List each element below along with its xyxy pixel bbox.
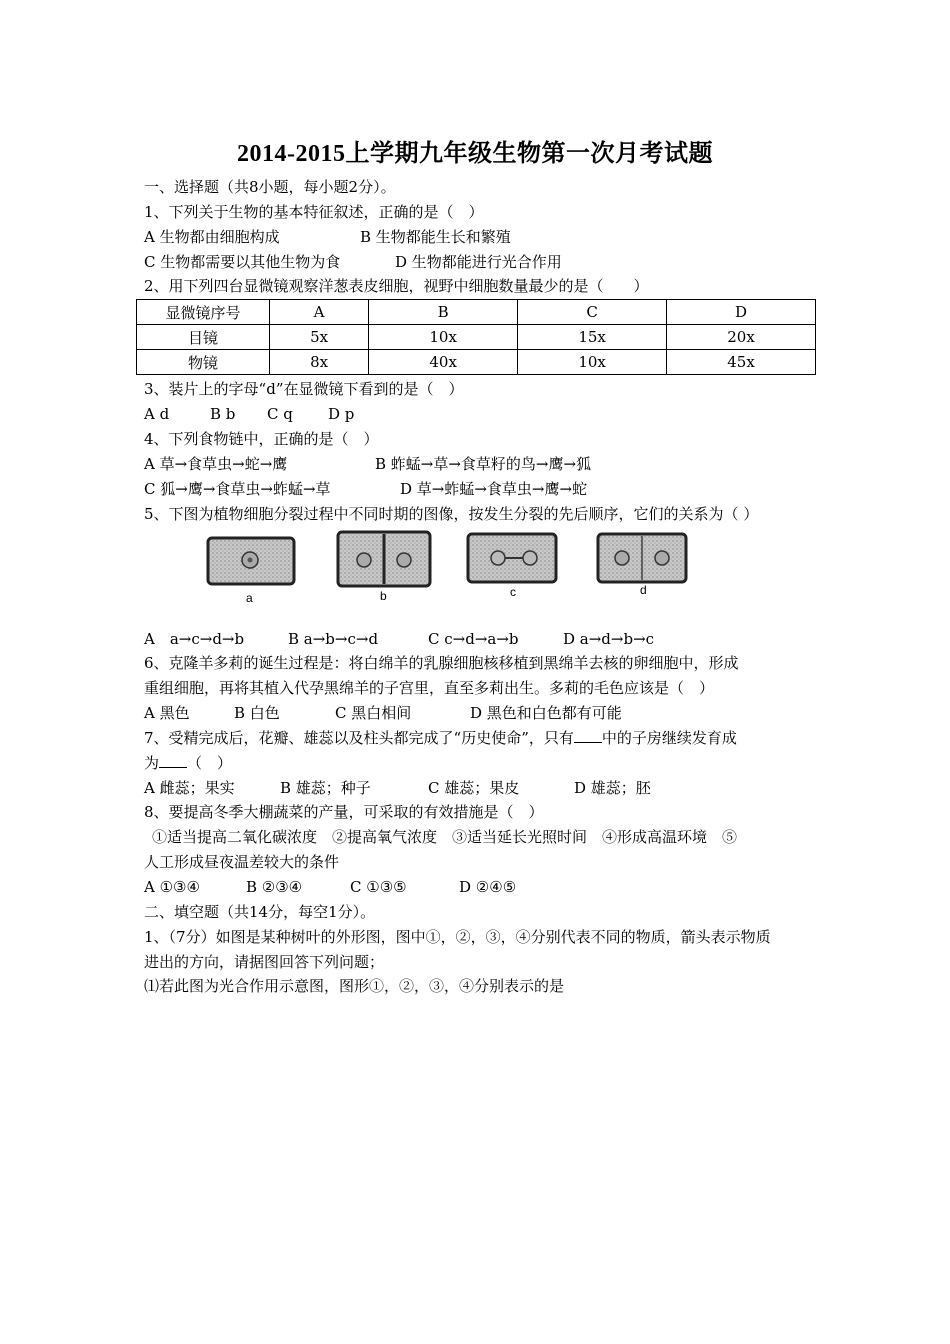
q2-stem: 2、用下列四台显微镜观察洋葱表皮细胞，视野中细胞数量最少的是（ ）: [144, 277, 649, 295]
cell-label-b: b: [380, 589, 387, 603]
q6-stem-line1: 6、克隆羊多莉的诞生过程是：将白绵羊的乳腺细胞核移植到黑绵羊去核的卵细胞中，形成: [144, 654, 739, 672]
table-cell: A: [270, 300, 369, 325]
cell-image-b: [338, 532, 430, 586]
q5-option-b: B a→b→c→d: [288, 630, 379, 648]
q1-stem: 1、下列关于生物的基本特征叙述，正确的是（ ）: [144, 203, 484, 221]
s2-q1-sub1: ⑴若此图为光合作用示意图，图形①，②，③，④分别表示的是: [144, 977, 565, 995]
q3-stem: 3、装片上的字母“d”在显微镜下看到的是（ ）: [144, 380, 464, 398]
section1-header: 一、选择题（共8小题，每小题2分）。: [144, 178, 396, 196]
q5-option-d: D a→d→b→c: [563, 630, 655, 648]
q3-option-a: A d: [144, 405, 170, 423]
q1-option-a: A 生物都由细胞构成: [144, 228, 280, 246]
q5-option-c: C c→d→a→b: [428, 630, 519, 648]
q7-stem-line1: [144, 727, 737, 749]
q6-option-a: A 黑色: [144, 704, 190, 722]
q7-stem-part3: 为: [144, 754, 160, 772]
q7-stem-part2: 中的子房继续发育成: [601, 729, 737, 747]
table-cell: 20x: [667, 325, 816, 350]
q8-option-b: B ②③④: [246, 878, 303, 896]
q7-option-d: D 雄蕊；胚: [574, 779, 651, 797]
table-cell: 显微镜序号: [137, 300, 270, 325]
q6-option-c: C 黑白相间: [335, 704, 412, 722]
q4-option-b: B 蚱蜢→草→食草籽的鸟→鹰→狐: [375, 455, 592, 473]
table-cell: B: [369, 300, 518, 325]
s2-q1-line2: 进出的方向，请据图回答下列问题；: [144, 953, 385, 971]
cell-label-a: a: [246, 591, 253, 605]
q8-option-d: D ②④⑤: [459, 878, 517, 896]
q7-stem-part1: 7、受精完成后，花瓣、雄蕊以及柱头都完成了“历史使命”，只有: [144, 729, 574, 747]
table-cell: 10x: [518, 350, 667, 375]
q5-stem: 5、下图为植物细胞分裂过程中不同时期的图像，按发生分裂的先后顺序，它们的关系为（ ）: [144, 505, 759, 523]
q7-option-a: A 雌蕊；果实: [144, 779, 235, 797]
table-cell: 15x: [518, 325, 667, 350]
table-cell: 8x: [270, 350, 369, 375]
cell-label-c: c: [510, 585, 516, 599]
table-cell: D: [667, 300, 816, 325]
q8-measures-line1: ①适当提高二氧化碳浓度 ②提高氧气浓度 ③适当延长光照时间 ④形成高温环境 ⑤: [152, 828, 738, 846]
microscope-table: [136, 299, 816, 375]
table-cell: 5x: [270, 325, 369, 350]
cell-division-figure: [200, 528, 700, 606]
cell-image-a: [208, 538, 294, 584]
q8-stem: 8、要提高冬季大棚蔬菜的产量，可采取的有效措施是（ ）: [144, 803, 544, 821]
table-row: [137, 350, 816, 375]
q4-option-c: C 狐→鹰→食草虫→蚱蜢→草: [144, 480, 331, 498]
q6-option-d: D 黑色和白色都有可能: [470, 704, 622, 722]
table-cell: 45x: [667, 350, 816, 375]
section2-header: 二、填空题（共14分，每空1分）。: [144, 903, 376, 921]
exam-title: 2014-2015上学期九年级生物第一次月考试题: [237, 141, 713, 167]
q4-option-a: A 草→食草虫→蛇→鹰: [144, 455, 288, 473]
q3-option-d: D p: [328, 405, 355, 423]
q1-option-c: C 生物都需要以其他生物为食: [144, 253, 341, 271]
q8-option-c: C ①③⑤: [350, 878, 407, 896]
table-cell: 10x: [369, 325, 518, 350]
q6-stem-line2: 重组细胞，再将其植入代孕黑绵羊的子宫里，直至多莉出生。多莉的毛色应该是（ ）: [144, 679, 715, 697]
q5-option-a: A a→c→d→b: [144, 630, 245, 648]
table-cell: 40x: [369, 350, 518, 375]
cell-image-c: [468, 534, 556, 582]
q4-option-d: D 草→蚱蜢→食草虫→鹰→蛇: [400, 480, 588, 498]
table-cell: 目镜: [137, 325, 270, 350]
q6-option-b: B 白色: [234, 704, 280, 722]
q1-option-b: B 生物都能生长和繁殖: [360, 228, 511, 246]
q7-blank-2: [159, 753, 187, 768]
cell-label-d: d: [640, 583, 647, 597]
q3-option-b: B b: [210, 405, 236, 423]
q1-option-d: D 生物都能进行光合作用: [395, 253, 562, 271]
q8-measures-line2: 人工形成昼夜温差较大的条件: [144, 853, 340, 871]
table-row: [137, 325, 816, 350]
s2-q1-line1: 1、（7分）如图是某种树叶的外形图，图中①，②，③，④分别代表不同的物质，箭头表示物质: [144, 928, 771, 946]
q7-stem-part4: （ ）: [187, 754, 233, 772]
q7-blank-1: [574, 728, 602, 743]
cell-image-d: [598, 534, 686, 582]
q7-option-c: C 雄蕊；果皮: [428, 779, 520, 797]
q3-option-c: C q: [267, 405, 293, 423]
q7-option-b: B 雄蕊；种子: [280, 779, 371, 797]
table-cell: 物镜: [137, 350, 270, 375]
q8-option-a: A ①③④: [144, 878, 200, 896]
q7-stem-line2: [144, 752, 232, 774]
q4-stem: 4、下列食物链中，正确的是（ ）: [144, 430, 379, 448]
table-header-row: [137, 300, 816, 325]
table-cell: C: [518, 300, 667, 325]
